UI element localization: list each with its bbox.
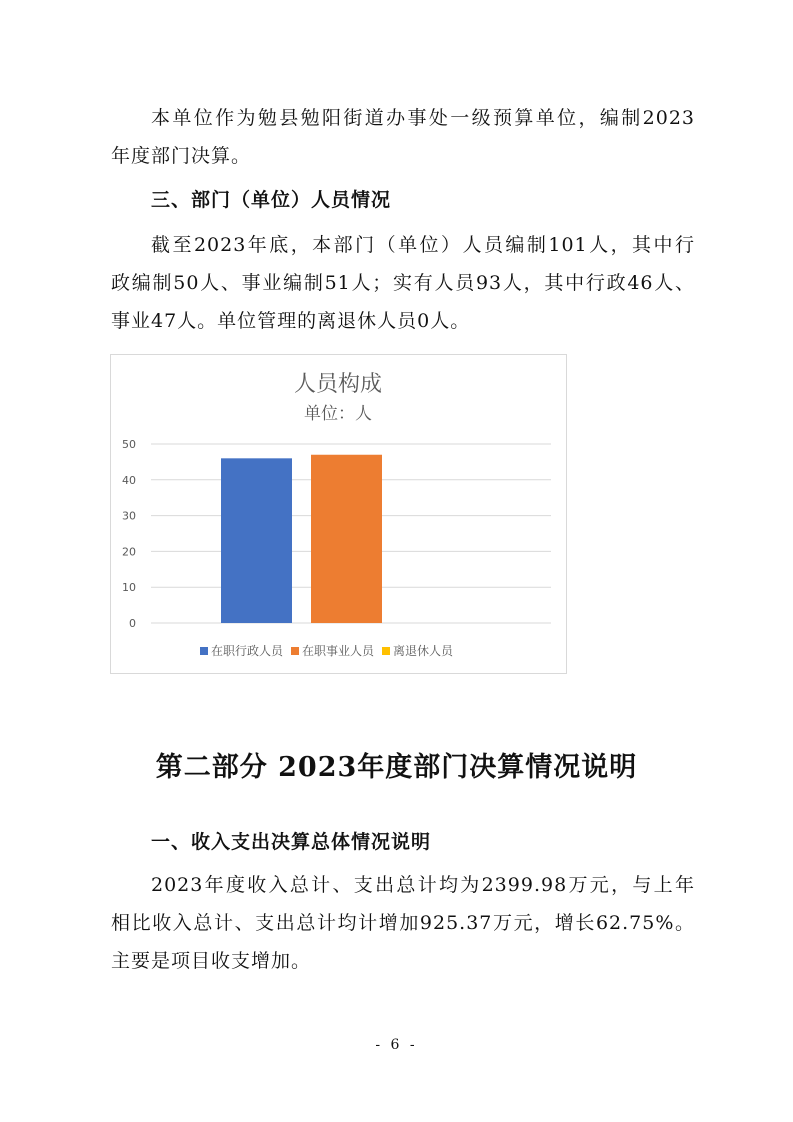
paragraph-line: 截至2023年底，本部门（单位）人员编制101人，其中行 bbox=[151, 234, 695, 256]
legend-swatch bbox=[291, 647, 299, 655]
bar-2 bbox=[311, 455, 382, 623]
chart-title: 人员构成 bbox=[293, 372, 383, 397]
y-tick-label: 40 bbox=[122, 473, 136, 487]
paragraph-line: 相比收入总计、支出总计均计增加925.37万元，增长62.75%。 bbox=[111, 912, 695, 934]
part-title: 第二部分 2023年度部门决算情况说明 bbox=[155, 752, 638, 783]
paragraph-line: 主要是项目收支增加。 bbox=[111, 950, 312, 972]
legend-swatch bbox=[200, 647, 208, 655]
legend-label: 在职事业人员 bbox=[302, 644, 375, 658]
section-heading-personnel: 三、部门（单位）人员情况 bbox=[151, 189, 392, 211]
paragraph-line: 年度部门决算。 bbox=[111, 145, 252, 167]
paragraph-line: 事业47人。单位管理的离退休人员0人。 bbox=[111, 310, 471, 332]
personnel-chart bbox=[110, 354, 567, 674]
y-tick-label: 0 bbox=[129, 617, 136, 630]
section-heading-income-expense: 一、收入支出决算总体情况说明 bbox=[151, 831, 432, 853]
paragraph-line: 政编制50人、事业编制51人；实有人员93人，其中行政46人、 bbox=[111, 272, 695, 294]
legend-label: 离退休人员 bbox=[393, 644, 454, 658]
y-tick-label: 10 bbox=[122, 581, 136, 595]
y-tick-label: 30 bbox=[122, 509, 136, 523]
paragraph-line: 2023年度收入总计、支出总计均为2399.98万元，与上年 bbox=[151, 874, 695, 896]
legend-label: 在职行政人员 bbox=[211, 644, 284, 658]
y-tick-label: 20 bbox=[122, 545, 136, 559]
page-number: - 6 - bbox=[375, 1037, 418, 1053]
legend-swatch bbox=[382, 647, 390, 655]
chart-subtitle: 单位：人 bbox=[304, 404, 372, 424]
y-tick-label: 50 bbox=[122, 438, 136, 451]
bar-1 bbox=[221, 458, 292, 623]
personnel-chart-svg bbox=[111, 355, 566, 673]
paragraph-line: 本单位作为勉县勉阳街道办事处一级预算单位，编制2023 bbox=[151, 107, 695, 129]
